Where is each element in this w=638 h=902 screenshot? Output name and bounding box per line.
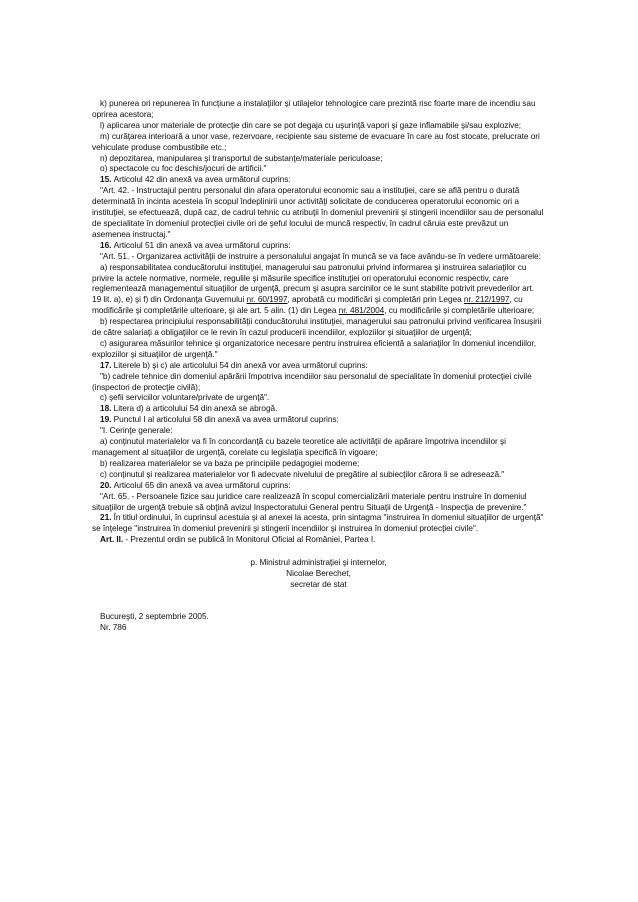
paragraph: 20. Articolul 65 din anexă va avea următorul cuprins: (100, 479, 291, 490)
paragraph: o) spectacole cu foc deschis/jocuri de artificii." (100, 163, 267, 174)
paragraph: 16. Articolul 51 din anexă va avea următorul cuprins: (100, 239, 291, 250)
paragraph: c) asigurarea măsurilor tehnice şi organizatorice necesare pentru instruirea eficientă a salariaţilor în domeniul incendiilor, exploziilor şi situaţiilor de urgenţă." (92, 337, 536, 359)
law-reference-link[interactable]: nr. 481/2004 (338, 305, 385, 316)
item-number: 20. (100, 479, 114, 490)
paragraph: "b) cadrele tehnice din domeniul apărării împotriva incendiilor sau personalul de specialitate în domeniul protecţiei civile (inspectori de protecţie civilă); (92, 370, 532, 392)
item-number: Art. II. (100, 534, 124, 545)
signature-title: p. Ministrul administraţiei şi internelor, (250, 557, 387, 568)
paragraph: a) responsabilitatea conducătorului instituţiei, managerului sau patronului privind informarea şi instruirea salariaţilor cu privire la actele normative, normele, regulile şi măsurile specifice instituţiei ori operatorului economic respectiv, care reglementează managementul situaţiilor de urgenţă, precum şi asupra sarcinilor ce le sunt stabilite potrivit prevederilor art. 19 lit. a), e) şi f) din Ordonanţa Guvernului nr. 60/1997, aprobată cu modificări şi completări prin Legea nr. 212/1997, cu modificările şi completările ulterioare, şi ale art. 5 alin. (1) din Legea nr. 481/2004, cu modificările şi completările ulterioare; (92, 261, 535, 316)
paragraph: 19. Punctul I al articolului 58 din anexă va avea următorul cuprins: (100, 414, 339, 425)
paragraph: c) conţinutul şi realizarea materialelor vor fi adecvate nivelului de pregătire al subiecţilor cărora li se adresează." (100, 468, 505, 479)
law-reference-link[interactable]: nr. 60/1997 (246, 294, 288, 305)
paragraph: "I. Cerinţe generale: (100, 425, 173, 436)
paragraph: k) punerea ori repunerea în funcţiune a instalaţiilor şi utilajelor tehnologice care prezintă risc foarte mare de incendiu sau oprirea acestora; (92, 98, 536, 119)
item-number: 15. (100, 174, 114, 185)
item-number: 16. (100, 239, 114, 250)
signature-name: Nicolae Berechet, (286, 568, 351, 579)
paragraph: 15. Articolul 42 din anexă va avea următorul cuprins: (100, 174, 291, 185)
signature-role: secretar de stat (290, 578, 347, 589)
paragraph: Art. II. - Prezentul ordin se publică în Monitorul Oficial al României, Partea I. (100, 534, 376, 545)
paragraph: "Art. 51. - Organizarea activităţii de instruire a personalului angajat în muncă se va face avându-se în vedere următoarele: (100, 250, 541, 261)
item-number: 19. (100, 414, 114, 425)
paragraph: "Art. 65. - Persoanele fizice sau juridice care realizează în scopul comercializării materiale pentru instruire în domeniul situaţiilor de urgenţă trebuie să obţină avizul Inspectoratului General pentru Situaţii de Urgenţă - Inspecţia de prevenire." (92, 490, 527, 512)
document-footer (92, 611, 545, 633)
signature-block (92, 557, 545, 590)
paragraph: b) respectarea principiului responsabilităţii conducătorului instituţiei, managerului sau patronului privind verificarea însuşirii de către salariaţi a obligaţiilor ce le revin în cazul producerii incendiilor, exploziilor şi situaţiilor de urgenţă; (92, 316, 542, 338)
paragraph: a) conţinutul materialelor va fi în concordanţă cu bazele teoretice ale activităţii de apărare împotriva incendiilor şi management al situaţiilor de urgenţă, corelate cu legislaţia specifică în vigoare; (92, 436, 506, 457)
paragraph: 21. În titlul ordinului, în cuprinsul acestuia şi al anexei la acesta, prin sintagma "instruirea în domeniul situaţiilor de urgenţă" se înţelege "instruirea în domeniul prevenirii şi stingerii incendiilor şi instruirea în domeniul protecţiei civile". (92, 512, 544, 534)
paragraph: c) şefii serviciilor voluntare/private de urgenţă". (100, 392, 270, 403)
item-number: 21. (100, 512, 114, 523)
place-date: Bucureşti, 2 septembrie 2005. (100, 610, 209, 621)
document-number: Nr. 786 (100, 621, 127, 632)
item-number: 17. (100, 359, 114, 370)
paragraph: l) aplicarea unor materiale de protecţie din care se pot degaja cu uşurinţă vapori şi gaze inflamabile şi/sau explozive; (100, 119, 522, 130)
paragraph: 18. Litera d) a articolului 54 din anexă se abrogă. (100, 403, 278, 414)
paragraph: 17. Literele b) şi c) ale articolului 54 din anexă vor avea următorul cuprins: (100, 359, 368, 370)
law-reference-link[interactable]: nr. 212/1997 (463, 294, 510, 305)
paragraph: b) realizarea materialelor se va baza pe principiile pedagogiei moderne; (100, 457, 360, 468)
item-number: 18. (100, 403, 114, 414)
document-body (92, 98, 545, 545)
paragraph: m) curăţarea interioară a unor vase, rezervoare, recipiente sau sisteme de evacuare în care au fost stocate, prelucrate ori vehiculate produse combustibile etc.; (92, 130, 540, 152)
paragraph: n) depozitarea, manipularea şi transportul de substanţe/materiale periculoase; (100, 152, 383, 163)
paragraph: "Art. 42. - Instructajul pentru personalul din afara operatorului economic sau a instituţiei, care se află pentru o durată determinată în incinta acesteia în scopul îndeplinirii unor activităţi solicitate de conducerea operatorului economic ori a instituţiei, se efectuează, după caz, de cadrul tehnic cu atribuţii în domeniul prevenirii şi stingerii incendiilor sau de personalul de specialitate în domeniul protecţiei civile ori de şeful locului de muncă respectiv, în cadrul căruia este prevăzut un asemenea instructaj." (92, 185, 544, 239)
